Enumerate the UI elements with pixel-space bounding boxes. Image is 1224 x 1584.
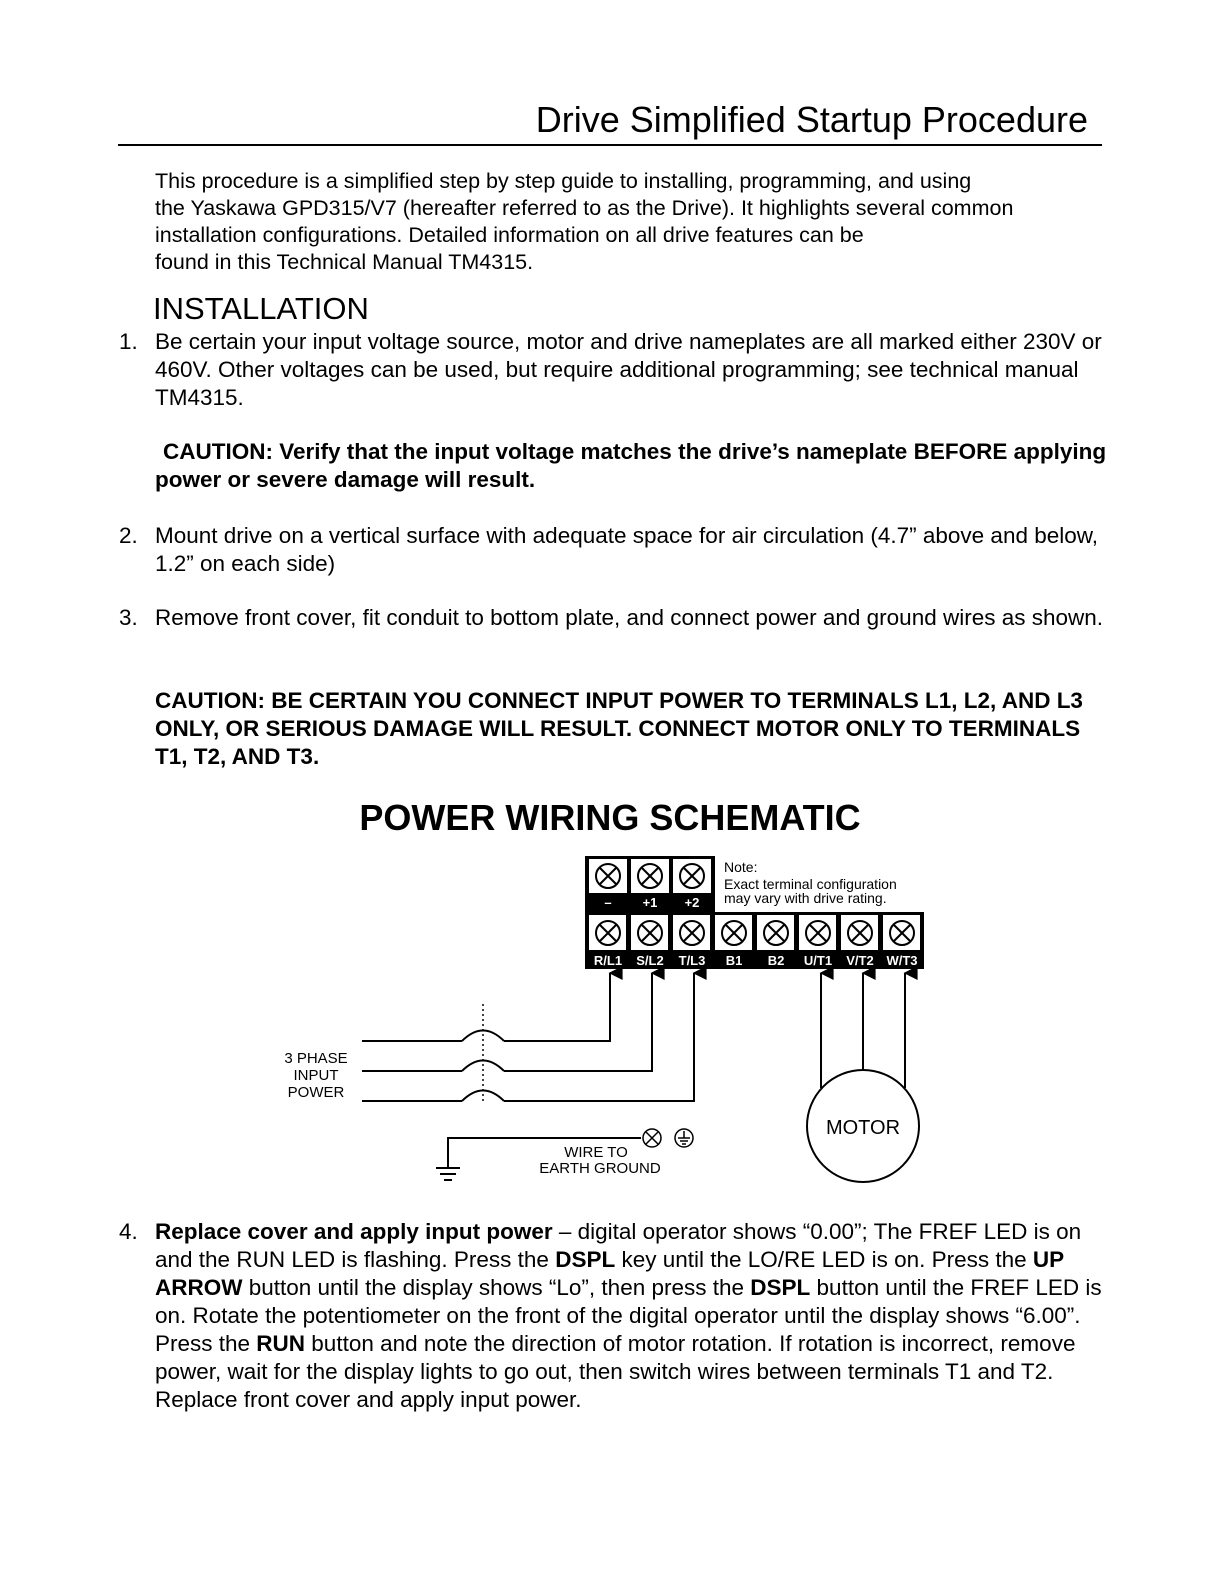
step-text: Mount drive on a vertical surface with adequate space for air circulation (4.7” above and below, 1.2” on each side) (155, 523, 1099, 576)
terminal-screw-icon (841, 915, 878, 950)
bold-phrase: UP ARROW (155, 1247, 1064, 1300)
terminal-screw-icon (715, 915, 752, 950)
terminal-label: – (604, 895, 612, 910)
step-number: 1. (119, 329, 138, 354)
ground-label: EARTH GROUND (539, 1160, 661, 1177)
intro-line: installation configurations. Detailed information on all drive features can be (155, 223, 864, 247)
terminal-label: +1 (642, 895, 658, 910)
title-rule (118, 144, 1102, 146)
ground-screw-icon (643, 1129, 661, 1147)
schematic-note-line: Note: (724, 859, 758, 875)
section-heading: INSTALLATION (153, 291, 369, 326)
terminal-screw-icon (673, 859, 711, 893)
step-4 (119, 1218, 1109, 1414)
bold-phrase: Replace cover and apply input power (155, 1219, 553, 1244)
schematic-note-line: Exact terminal configuration (724, 876, 897, 892)
step-2 (119, 522, 1109, 578)
terminal-label: U/T1 (803, 953, 833, 968)
bottom-terminal-block (585, 912, 924, 969)
step-text-run: key until the LO/RE LED is on. Press the (615, 1247, 1033, 1272)
terminal-label: T/L3 (678, 953, 706, 968)
bold-phrase: DSPL (555, 1247, 616, 1272)
step-text: Remove front cover, fit conduit to bottom plate, and connect power and ground wires as shown. (155, 605, 1104, 630)
step-number: 2. (119, 523, 138, 548)
page-title: Drive Simplified Startup Procedure (535, 99, 1088, 140)
top-terminal-block (585, 856, 715, 912)
terminal-screw-icon (883, 915, 920, 950)
step-text: Be certain your input voltage source, motor and drive nameplates are all marked either 230V or 460V. Other voltages can be used, but require additional programming; see technical manual TM4315. (155, 329, 1102, 410)
earth-ground-icon (675, 1129, 693, 1147)
bold-phrase: RUN (256, 1331, 306, 1356)
terminal-label: V/T2 (846, 953, 874, 968)
intro-paragraph (155, 168, 1115, 276)
terminal-label: S/L2 (636, 953, 664, 968)
step-text-run: button and note the direction of motor rotation. If rotation is incorrect, remove power, wait for the display lights to go out, then switch wires between terminals T1 and T2. Replace front cover and apply input power. (155, 1331, 1076, 1412)
terminal-screw-icon (799, 915, 836, 950)
terminal-screw-icon (673, 915, 710, 950)
step-text-run: button until the FREF LED is on. Rotate the potentiometer on the front of the digital operator until the display shows “6.00”. Press the (155, 1275, 1102, 1356)
terminal-label: +2 (684, 895, 700, 910)
terminal-label: B1 (725, 953, 743, 968)
terminal-screw-icon (589, 915, 626, 950)
input-power-label: 3 PHASE (284, 1050, 348, 1067)
step-number: 3. (119, 605, 138, 630)
terminal-label: B2 (767, 953, 785, 968)
step-3 (119, 604, 1109, 632)
schematic-title: POWER WIRING SCHEMATIC (359, 797, 861, 838)
ground-label: WIRE TO (564, 1144, 628, 1161)
terminal-label: W/T3 (886, 953, 918, 968)
input-power-label: INPUT (293, 1067, 339, 1084)
step-1 (119, 328, 1109, 412)
caution-voltage: CAUTION: Verify that the input voltage matches the drive’s nameplate BEFORE applying power or severe damage will result. (155, 439, 1107, 492)
terminal-screw-icon (757, 915, 794, 950)
terminal-screw-icon (631, 915, 668, 950)
intro-line: This procedure is a simplified step by step guide to installing, programming, and using (155, 169, 972, 193)
step-number: 4. (119, 1219, 138, 1244)
step-text (155, 1218, 1109, 1414)
terminal-screw-icon (589, 859, 627, 893)
intro-line: found in this Technical Manual TM4315. (155, 250, 534, 274)
power-wiring-schematic (0, 840, 1224, 1200)
intro-line: the Yaskawa GPD315/V7 (hereafter referred to as the Drive). It highlights several common (155, 196, 1014, 220)
bold-phrase: DSPL (750, 1275, 811, 1300)
motor-label: MOTOR (825, 1117, 901, 1139)
terminal-label: R/L1 (593, 953, 623, 968)
terminal-screw-icon (631, 859, 669, 893)
step-text-run: – digital operator shows “0.00”; The FREF LED is on and the RUN LED is flashing. Press the (155, 1219, 1082, 1272)
schematic-note-line: may vary with drive rating. (724, 890, 887, 906)
input-wires (362, 973, 694, 1101)
step-text-run: button until the display shows “Lo”, then press the (242, 1275, 751, 1300)
input-power-label: POWER (287, 1084, 345, 1101)
caution-terminals: CAUTION: BE CERTAIN YOU CONNECT INPUT POWER TO TERMINALS L1, L2, AND L3 ONLY, OR SERIOUS DAMAGE WILL RESULT. CONNECT MOTOR ONLY TO TERMINALS T1, T2, AND T3. (155, 688, 1083, 769)
